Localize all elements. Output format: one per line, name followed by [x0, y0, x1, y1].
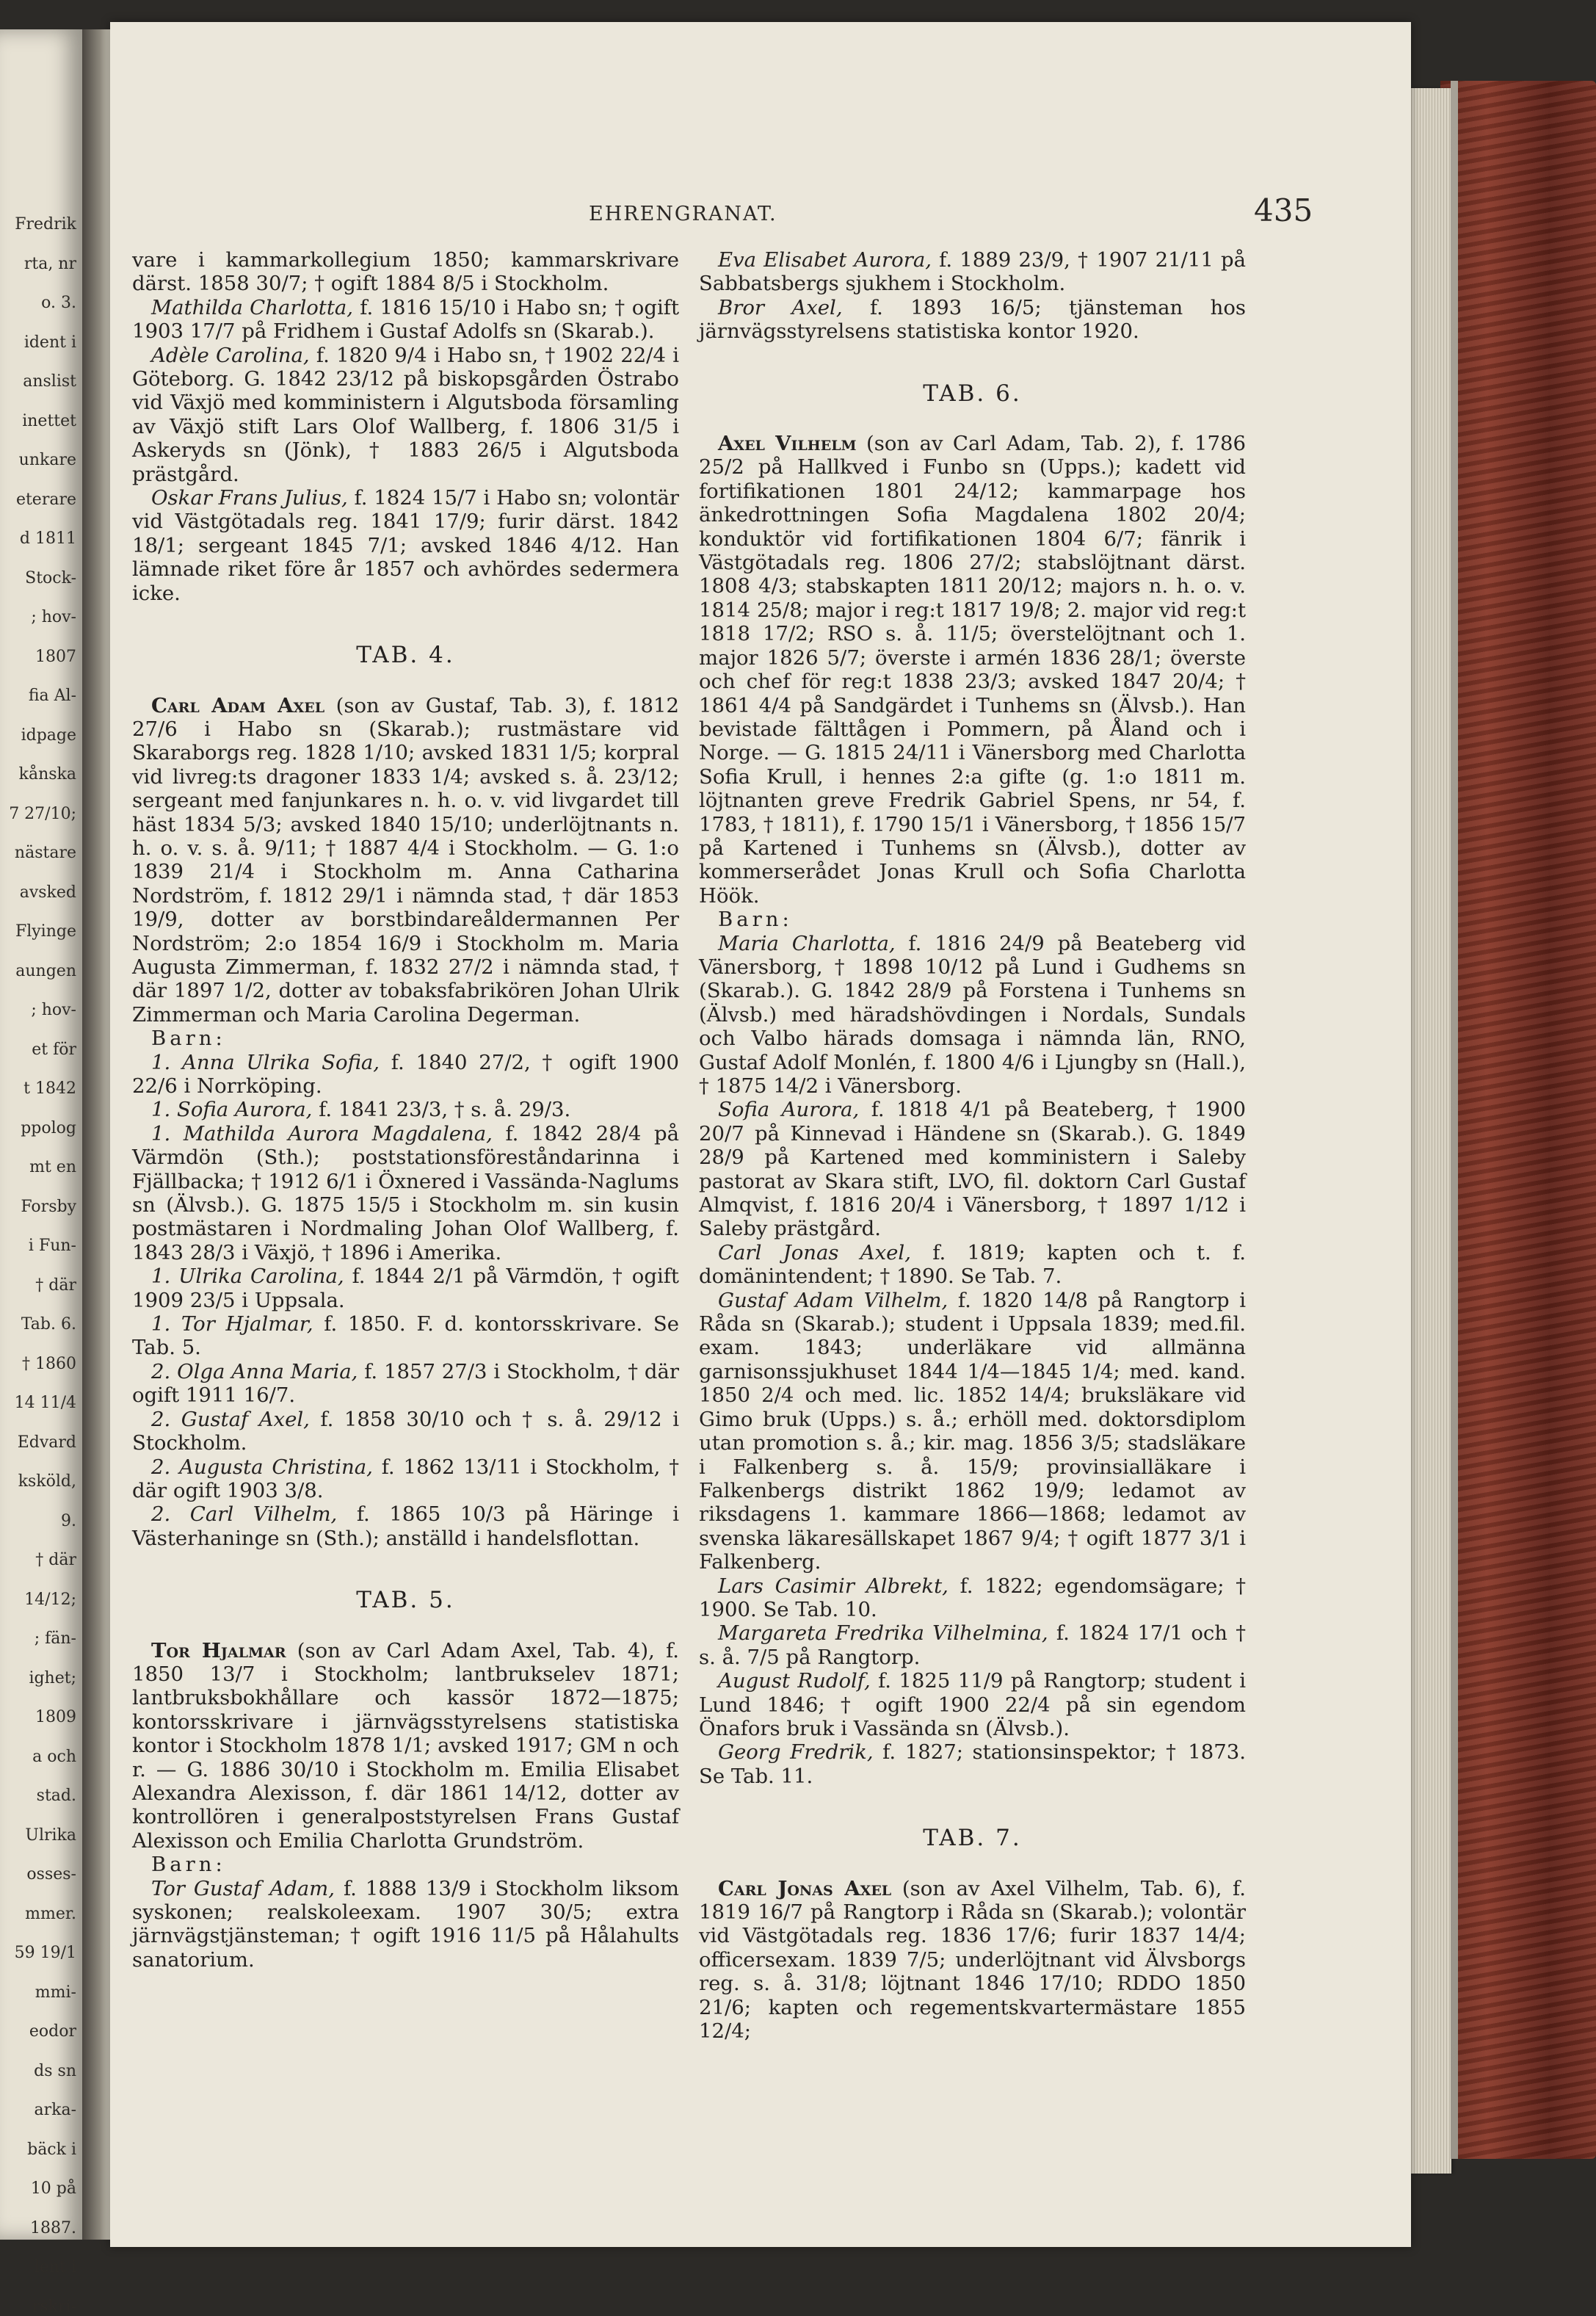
person-paragraph [132, 344, 679, 486]
paragraph-text: f. 1850. F. d. kontorsskrivare. Se Tab. 5. [132, 1312, 679, 1360]
person-paragraph [699, 1740, 1246, 1788]
paragraph-text: f. 1841 23/3, † s. å. 29/3. [312, 1098, 571, 1122]
person-paragraph [699, 1574, 1246, 1622]
person-paragraph [699, 1098, 1246, 1240]
book-gutter [82, 29, 112, 2240]
person-paragraph [132, 1312, 679, 1360]
page-number: 435 [1254, 192, 1313, 228]
prev-page-fragment: † 1860 [22, 1354, 76, 1373]
paragraph-text: f. 1857 27/3 i Stockholm, † där ogift 1911 16/7. [132, 1359, 679, 1408]
paragraph-text: f. 1824 17/1 och † s. å. 7/5 på Rangtorp. [699, 1621, 1246, 1669]
prev-page-fragment: t 1842 [23, 1079, 76, 1098]
prev-page-fragment: mmi- [35, 1983, 76, 2002]
person-name: Mathilda Charlotta, [151, 295, 354, 319]
paragraph-text: f. 1827; stationsinspektor; † 1873. Se Tab. 11. [699, 1740, 1246, 1788]
prev-page-fragment: arka- [34, 2101, 76, 2119]
prev-page-fragment: 7 27/10; [9, 804, 76, 823]
person-name: 1. Anna Ulrika Sofia, [151, 1050, 380, 1074]
paragraph-text: f. 1888 13/9 i Stockholm liksom syskonen; realskoleexam. 1907 30/5; extra järnvägstjänsteman; † ogift 1916 11/5 på Hålahults sanatorium. [132, 1876, 679, 1972]
person-name: August Rudolf, [718, 1669, 871, 1693]
paragraph-text: f. 1844 2/1 på Värmdön, † ogift 1909 23/5 i Uppsala. [132, 1264, 679, 1312]
children-heading: Barn: [151, 1027, 226, 1051]
prev-page-fragment: Forsby [21, 1197, 76, 1216]
children-heading: Barn: [151, 1853, 226, 1877]
paragraph-text: f. 1840 27/2, † ogift 1900 22/6 i Norrköping. [132, 1050, 679, 1098]
prev-page-fragment: ident i [23, 333, 76, 352]
paragraph-text: f. 1865 10/3 på Häringe i Västerhaninge sn (Sth.); anställd i handelsflottan. [132, 1502, 679, 1550]
person-paragraph [132, 1264, 679, 1312]
person-paragraph [132, 486, 679, 605]
entry-paragraph [699, 1877, 1246, 2044]
paragraph-text: f. 1862 13/11 i Stockholm, † där ogift 1903 3/8. [132, 1455, 679, 1502]
person-paragraph [699, 248, 1246, 296]
prev-page-fragment: 14 11/4 [14, 1394, 76, 1412]
paragraph-text: f. 1825 11/9 på Rangtorp; student i Lund 1846; † ogift 1900 22/4 på sin egendom Önafors bruk i Vassända sn (Älvsb.). [699, 1669, 1246, 1740]
prev-page-fragment: lent i [34, 2258, 76, 2276]
person-paragraph [699, 1621, 1246, 1669]
prev-page-fragment: ighet; [29, 1668, 76, 1687]
prev-page-fragment: ppolog [21, 1118, 76, 1137]
paragraph-text: f. 1820 9/4 i Habo sn, † 1902 22/4 i Göteborg. G. 1842 23/12 på biskopsgården Östrabo vid Växjö med komministern i Algutsboda församling av Växjö stift Lars Olof Wallberg, f. 1806 31/5 i Askeryds sn (Jönk), † 1883 26/5 i Algutsboda prästgård. [132, 343, 679, 486]
prev-page-fragment: inettet [22, 411, 76, 430]
paragraph-text: f. 1893 16/5; tjänsteman hos järnvägsstyrelsens statistiska kontor 1920. [699, 295, 1246, 344]
paragraph-text: f. 1889 23/9, † 1907 21/11 på Sabbatsbergs sjukhem i Stockholm. [699, 248, 1246, 296]
prev-page-fragment: nästare [14, 844, 76, 862]
right-column [699, 248, 1246, 2043]
prev-page-fragment: ; fän- [34, 1629, 76, 1648]
person-name: 2. Carl Vilhelm, [151, 1502, 338, 1527]
prev-page-fragment: kånska [18, 765, 76, 784]
prev-page-fragment: Stock- [25, 568, 76, 587]
entry-paragraph [699, 432, 1246, 908]
page-edges [1406, 88, 1451, 2174]
prev-page-fragment: anslist [23, 372, 76, 391]
paragraph-text: f. 1824 15/7 i Habo sn; volontär vid Västgötadals reg. 1841 17/9; furir därst. 1842 18/1; sergeant 1845 7/1; avsked 1846 4/12. Han lämnade riket före år 1857 och avhördes sedermera icke. [132, 486, 679, 605]
prev-page-fragment: Tab. 6. [21, 1315, 76, 1333]
prev-page-fragment: avsked [19, 883, 76, 902]
table-heading: TAB. 4. [356, 642, 455, 669]
person-name: Georg Fredrik, [718, 1740, 874, 1765]
person-name: Margareta Fredrika Vilhelmina, [718, 1621, 1048, 1646]
entry-paragraph [132, 694, 679, 1027]
person-name: Adèle Carolina, [151, 343, 310, 367]
prev-page-fragment: † där [35, 1275, 76, 1295]
person-paragraph [699, 1241, 1246, 1289]
paragraph-text: (son av Carl Adam, Tab. 2), f. 1786 25/2 på Hallkved i Funbo sn (Upps.); kadett vid fortifikationen 1801 24/12; kammarpage hos änkedrottningen Sofia Magdalena 1802 20/4; konduktör vid fortifikationen 1804 6/7; fänrik i Västgötadals reg. 1806 27/2; stabslöjtnant därst. 1808 4/3; stabskapten 1811 20/12; majors n. h. o. v. 1814 25/8; major i reg:t 1817 19/8; 2. major vid reg:t 1818 17/2; RSO s. å. 11/5; överstelöjtnant och 1. major 1826 5/7; överste i armén 1836 28/1; överste och chef för reg:t 1838 23/3; avsked 1847 20/4; † 1861 4/4 på Sandgärdet i Tunhems sn (Älvsb.). Han bevistade fälttågen i Pommern, på Åland och i Norge. — G. 1815 24/11 i Vänersborg med Charlotta Sofia Krull, i hennes 2:a gifte (g. 1:o 1811 m. löjtnanten greve Fredrik Gabriel Spens, nr 54, f. 1783, † 1811), f. 1790 15/1 i Vänersborg, † 1856 15/7 på Kartened i Tunhems sn (Älvsb.), dotter av kommerserådet Jonas Krull och Sofia Charlotta Höök. [699, 432, 1246, 908]
person-paragraph [132, 1360, 679, 1408]
paragraph-text: f. 1816 15/10 i Habo sn; † ogift 1903 17/7 på Fridhem i Gustaf Adolfs sn (Skarab.). [132, 295, 679, 344]
prev-page-fragment: Fredrik [15, 215, 76, 234]
paragraph-text: f. 1816 24/9 på Beateberg vid Vänersborg, † 1898 10/12 på Lund i Gudhems sn (Skarab.). G. 1842 28/9 på Forstena i Tunhems sn (Älvsb.) med häradshövdingen i Nordals, Sundals och Valbo härads domsaga i nämnda län, RNO, Gustaf Adolf Monlén, f. 1800 4/6 i Ljungby sn (Hall.), † 1875 14/2 i Vänersborg. [699, 931, 1246, 1098]
prev-page-fragment: ; hov- [31, 1001, 76, 1019]
prev-page-fragment: ksköld, [18, 1472, 76, 1491]
prev-page-fragment: idpage [21, 725, 76, 745]
prev-page-fragment: mt en [29, 1158, 76, 1176]
entry-name: Carl Adam Axel [151, 693, 325, 717]
prev-page-fragment: a och [32, 1747, 76, 1766]
person-name: Carl Jonas Axel, [718, 1240, 911, 1264]
prev-page-fragment: 9. [61, 1511, 76, 1530]
prev-page-fragment: i Fun- [28, 1237, 76, 1255]
person-name: Sofia Aurora, [718, 1098, 860, 1122]
person-paragraph [132, 1455, 679, 1503]
table-heading: TAB. 5. [356, 1587, 455, 1614]
person-paragraph [132, 1098, 679, 1121]
running-head: EHRENGRANAT. [589, 203, 777, 225]
prev-page-fragment: 14/12; [24, 1590, 76, 1609]
prev-page-fragment: unkare [18, 451, 76, 469]
person-name: 1. Sofia Aurora, [151, 1098, 313, 1122]
person-paragraph [132, 1122, 679, 1264]
prev-page-fragment: 1807 [35, 647, 76, 666]
prev-page-fragment: 1887. [30, 2218, 76, 2237]
person-paragraph [132, 296, 679, 344]
person-name: 2. Augusta Christina, [151, 1455, 373, 1479]
paragraph-text: f. 1819; kapten och t. f. domänintendent; † 1890. Se Tab. 7. [699, 1240, 1246, 1289]
prev-page-fragment: 10 på [30, 2179, 76, 2198]
prev-page-fragment: † där [35, 1551, 76, 1569]
person-name: Lars Casimir Albrekt, [718, 1574, 948, 1598]
person-name: 2. Gustaf Axel, [151, 1407, 310, 1431]
entry-name: Axel Vilhelm [718, 432, 857, 456]
person-paragraph [132, 1408, 679, 1455]
person-paragraph [699, 932, 1246, 1099]
paragraph-text: f. 1818 4/1 på Beateberg, † 1900 20/7 på Kinnevad i Händene sn (Skarab.). G. 1849 28/9 på Kartened med komministern i Saleby pastorat av Skara stift, LVO, fil. doktorn Carl Gustaf Almqvist, f. 1816 20/4 i Vänersborg, † 1897 1/12 i Saleby prästgård. [699, 1098, 1246, 1241]
person-paragraph [132, 1051, 679, 1099]
paragraph-text: f. 1842 28/4 på Värmdön (Sth.); poststationsföreståndarinna i Fjällbacka; † 1912 6/1 i Öxnered i Vassända-Naglums sn (Älvsb.). G. 1875 15/5 i Stockholm m. sin kusin postmästaren i Nordmaling Johan Olof Wallberg, f. 1843 28/3 i Växjö, † 1896 i Amerika. [132, 1121, 679, 1264]
person-paragraph [699, 1669, 1246, 1740]
person-paragraph [132, 1502, 679, 1550]
prev-page-fragment: mmer. [25, 1904, 76, 1923]
table-heading: TAB. 6. [923, 380, 1022, 407]
prev-page-fragment: eterare [15, 490, 76, 509]
entry-name: Carl Jonas Axel [718, 1876, 892, 1900]
prev-page-fragment: 59 19/1 [14, 1944, 76, 1962]
paragraph-text: f. 1858 30/10 och † s. å. 29/12 i Stockholm. [132, 1407, 679, 1455]
entry-paragraph [132, 1639, 679, 1853]
prev-page-fragment: bäck i [27, 2140, 76, 2159]
prev-page-fragment: rskri- [32, 2297, 76, 2316]
book-cover-leather [1440, 81, 1596, 2159]
person-name: Maria Charlotta, [718, 931, 896, 955]
previous-page-edge [0, 29, 82, 2316]
left-column [132, 248, 679, 1972]
prev-page-fragment: rta, nr [23, 254, 76, 273]
person-name: Gustaf Adam Vilhelm, [718, 1288, 948, 1312]
person-name: Eva Elisabet Aurora, [718, 248, 932, 272]
person-name: 1. Mathilda Aurora Magdalena, [151, 1121, 493, 1146]
prev-page-fragment: fia Al- [28, 687, 76, 705]
person-paragraph [132, 1877, 679, 1972]
prev-page-fragment: stad. [36, 1787, 76, 1805]
paragraph-text: (son av Gustaf, Tab. 3), f. 1812 27/6 i Habo sn (Skarab.); rustmästare vid Skaraborgs reg. 1828 1/10; avsked 1831 1/5; korpral vid livreg:ts dragoner 1833 1/4; avsked s. å. 23/12; sergeant med fanjunkares n. h. o. v. vid livgardet till häst 1834 5/3; avsked 1840 15/10; underlöjtnants n. h. o. v. s. å. 9/11; † 1887 4/4 i Stockholm. — G. 1:o 1839 21/4 i Stockholm m. Anna Catharina Nordström, f. 1812 29/1 i nämnda stad, † där 1853 19/9, dotter av borstbindareåldermannen Per Nordström; 2:o 1854 16/9 i Stockholm m. Maria Augusta Zimmerman, f. 1832 27/2 i nämnda stad, † där 1897 1/2, dotter av tobaksfabrikören Johan Ulrik Zimmerman och Maria Carolina Degerman. [132, 693, 679, 1027]
entry-name: Tor Hjalmar [151, 1638, 286, 1662]
prev-page-fragment: d 1811 [19, 529, 76, 548]
prev-page-fragment: 1809 [35, 1708, 76, 1726]
person-name: Oskar Frans Julius, [151, 486, 348, 510]
person-name: 1. Tor Hjalmar, [151, 1312, 313, 1336]
person-name: Tor Gustaf Adam, [151, 1876, 335, 1900]
paragraph-text: (son av Carl Adam Axel, Tab. 4), f. 1850 13/7 i Stockholm; lantbrukselev 1871; lantbruksbokhållare och kassör 1872—1875; kontorsskrivare i järnvägsstyrelsens statistiska kontor i Stockholm 1878 1/1; avsked 1917; GM n och r. — G. 1886 30/10 i Stockholm m. Emilia Elisabet Alexandra Alexisson, f. där 1861 14/12, dotter av kontrollören i generalpoststyrelsen Frans Gustaf Alexisson och Emilia Charlotta Grundström. [132, 1638, 680, 1853]
children-heading: Barn: [718, 908, 793, 932]
prev-page-fragment: Flyinge [15, 922, 76, 941]
cover-edge-strip [1451, 81, 1458, 2159]
table-heading: TAB. 7. [923, 1825, 1022, 1852]
paragraph: vare i kammarkollegium 1850; kammarskrivare därst. 1858 30/7; † ogift 1884 8/5 i Stockholm. [132, 248, 679, 296]
paragraph-text: f. 1820 14/8 på Rangtorp i Råda sn (Skarab.); student i Uppsala 1839; med.fil. exam. 1843; underläkare vid allmänna garnisonssjukhuset 1844 1/4—1845 1/4; med. kand. 1850 2/4 och med. lic. 1852 14/4; bruksläkare vid Gimo bruk (Upps.) s. å.; erhöll med. doktorsdiplom utan promotion s. å.; kir. mag. 1856 3/5; stadsläkare i Falkenberg s. å. 15/9; provinsialläkare i Falkenbergs distrikt 1862 19/9; ledamot av riksdagens 1. kammare 1866—1868; ledamot av svenska läkaresällskapet 1867 9/4; † ogift 1877 3/1 i Falkenberg. [699, 1288, 1246, 1574]
prev-page-fragment: ; hov- [31, 608, 76, 626]
prev-page-fragment: eodor [29, 2022, 76, 2041]
prev-page-fragment: osses- [26, 1865, 76, 1883]
person-name: Bror Axel, [718, 295, 843, 319]
prev-page-fragment: Edvard [17, 1433, 76, 1452]
paragraph-text: f. 1822; egendomsägare; † 1900. Se Tab. 10. [699, 1574, 1246, 1621]
prev-page-fragment: Ulrika [25, 1825, 76, 1845]
prev-page-fragment: et för [32, 1040, 76, 1059]
person-name: 1. Ulrika Carolina, [151, 1264, 344, 1289]
person-paragraph [699, 296, 1246, 344]
person-paragraph [699, 1289, 1246, 1574]
prev-page-fragment: o. 3. [41, 294, 76, 312]
paragraph-text: (son av Axel Vilhelm, Tab. 6), f. 1819 16/7 på Rangtorp i Råda sn (Skarab.); volontär vid Västgötadals reg. 1836 17/6; furir 1837 14/4; officersexam. 1839 7/5; underlöjtnant vid Älvsborgs reg. s. å. 31/8; löjtnant 1846 17/10; RDDO 1850 21/6; kapten och regementskvartermästare 1855 12/4; [699, 1876, 1246, 2044]
prev-page-fragment: ds sn [34, 2061, 76, 2080]
prev-page-fragment: aungen [15, 961, 76, 980]
person-name: 2. Olga Anna Maria, [151, 1359, 358, 1383]
